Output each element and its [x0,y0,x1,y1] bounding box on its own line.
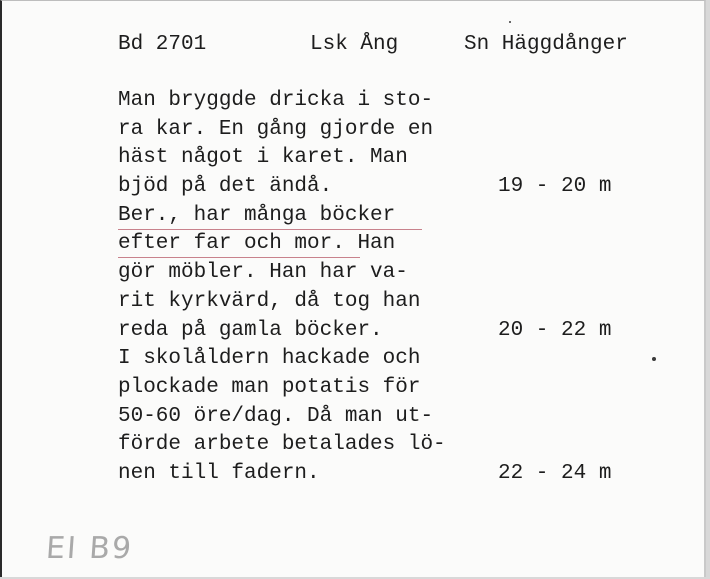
text-line [118,345,678,374]
text-line [118,374,678,403]
line-text: häst något i karet. Man [118,146,408,170]
text-line [118,144,678,173]
line-text: Man bryggde dricka i sto- [118,89,434,112]
line-text: rit kyrkvärd, då tog han [118,289,421,313]
page-reference: 20 - 22 m [498,318,612,342]
paper-speck [509,21,511,23]
record-number: Bd 2701 [118,33,207,56]
paper-speck [652,357,656,361]
text-line [118,230,678,259]
page-reference: 22 - 24 m [498,461,612,485]
line-text: nen till fadern. [118,461,320,485]
line-text: gör möbler. Han har va- [118,261,408,285]
text-line [118,317,678,346]
text-line [118,202,678,231]
line-text: reda på gamla böcker. [118,318,383,342]
line-text: bjöd på det ändå. [118,175,333,199]
parish-label: Sn Häggdånger [464,33,628,56]
text-line [118,173,678,202]
line-text: ra kar. En gång gjorde en [118,117,434,141]
line-text: I skolåldern hackade och [118,347,421,371]
line-text: Ber., har många böcker [118,203,396,227]
text-line [118,403,678,432]
pencil-underline [118,229,422,230]
text-line [118,87,678,116]
province-label: Lsk Ång [310,33,399,56]
pencil-underline [118,257,360,258]
line-text: efter far och mor. Han [118,232,396,256]
page-reference: 19 - 20 m [498,175,612,199]
text-line [118,259,678,288]
line-text: 50-60 öre/dag. Då man ut- [118,404,434,428]
archive-signature: EI B9 [44,531,135,566]
text-line [118,116,678,145]
transcript-body [118,87,678,489]
line-text: plockade man potatis för [118,375,421,399]
text-line [118,460,678,489]
text-line [118,431,678,460]
text-line [118,288,678,317]
line-text: förde arbete betalades lö- [118,433,446,457]
